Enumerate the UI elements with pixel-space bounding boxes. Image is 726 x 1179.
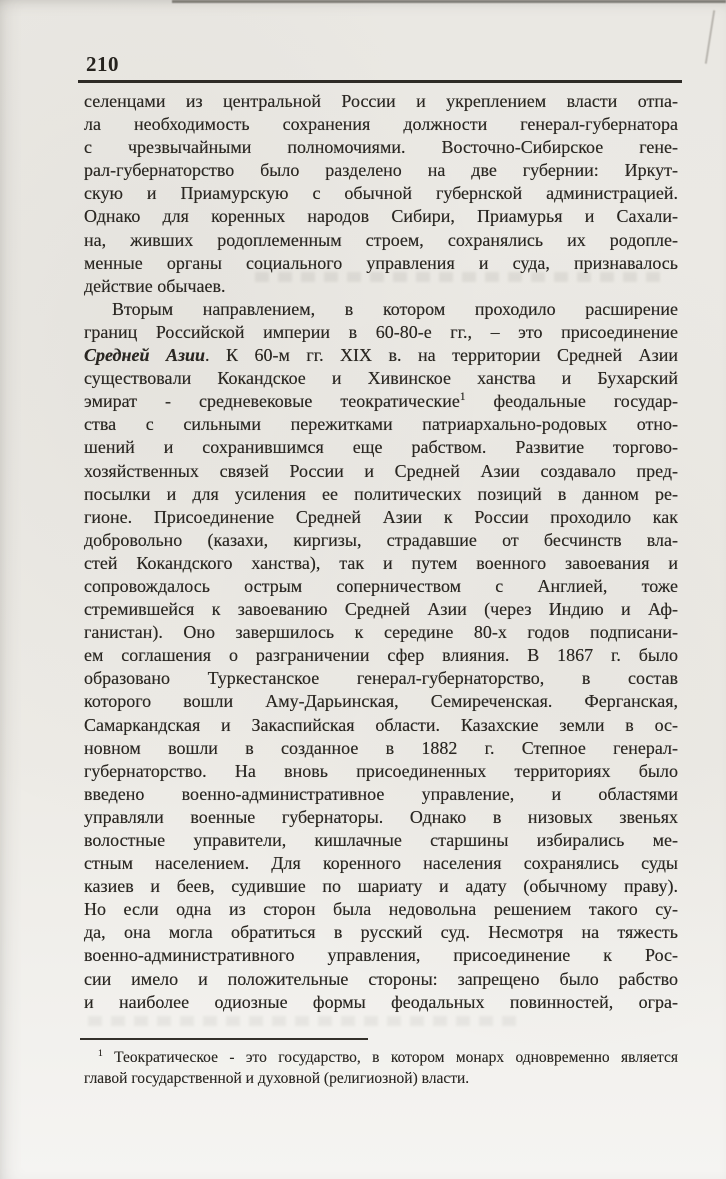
page-body-text [84,90,678,1014]
text-line [84,806,678,829]
text-line [84,136,678,159]
text-line [84,252,678,275]
text-line [84,644,678,667]
text-line [84,436,678,459]
text-segment: границ Российской империи в 60-80-е гг., – это присоединение [84,321,678,342]
text-line [84,552,678,575]
text-line [84,344,678,367]
text-line [84,298,678,321]
text-line [84,575,678,598]
text-line [84,159,678,182]
text-segment: посылки и для усиления ее политических позиций в данном ре- [84,483,678,504]
text-segment: хозяйственных связей России и Средней Азии создавало пред- [84,460,678,481]
paragraph [84,90,678,298]
text-line [84,829,678,852]
text-line [84,275,678,298]
text-line [84,229,678,252]
text-segment: . К 60-м гг. XIX в. на территории Средней Азии [205,345,678,366]
text-segment: феодальные государ- [465,391,678,412]
text-line [84,413,678,436]
text-segment: управляли военные губернаторы. Однако в низовых звеньях [84,806,678,827]
footnote-marker: 1 [459,391,466,404]
text-segment: губернаторство. На вновь присоединенных территориях было [84,760,678,781]
text-segment: ства с сильными пережитками патриархально-родовых отно- [84,414,678,435]
text-segment: скую и Приамурскую с обычной губернской администрацией. [84,183,678,204]
text-segment: эмират - средневековые теократические [84,391,460,412]
text-line [84,921,678,944]
text-segment: военно-административного управления, присоединение к Рос- [84,945,678,966]
text-segment: Однако для коренных народов Сибири, Приамурья и Сахали- [84,206,678,227]
text-line [84,714,678,737]
text-line [84,506,678,529]
text-segment: менные органы социального управления и суда, признавалось [84,252,678,273]
paragraph [84,298,678,1014]
text-line [84,460,678,483]
text-segment: новном вошли в созданное в 1882 г. Степное генерал- [84,737,678,758]
text-segment: да, она могла обратиться в русский суд. Несмотря на тяжесть [84,922,678,943]
page-number: 210 [86,52,119,76]
text-segment: стремившейся к завоеванию Средней Азии (через Индию и Аф- [84,599,678,620]
text-segment: существовали Кокандское и Хивинское ханства и Бухарский [84,368,678,389]
text-line [84,944,678,967]
text-line [84,529,678,552]
text-line [84,760,678,783]
text-segment: сопровождалось острым соперничеством с Англией, тоже [84,575,678,596]
text-line [84,667,678,690]
text-segment: ла необходимость сохранения должности генерал-губернатора [84,114,678,135]
text-line [84,852,678,875]
text-segment: гионе. Присоединение Средней Азии к России проходило как [84,506,678,527]
text-line [84,113,678,136]
text-line [84,598,678,621]
text-segment: которого вошли Аму-Дарьинская, Семиреченская. Ферганская, [84,691,678,712]
text-segment: ганистан). Оно завершилось к середине 80-х годов подписани- [84,622,678,643]
text-segment: Вторым направлением, в котором проходило расширение [112,298,678,319]
text-line [84,991,678,1014]
scan-edge-artifact-top [172,0,726,3]
scan-scratch-artifact [705,10,715,64]
footnote-rule [80,1038,368,1040]
text-segment: Теократическое - это государство, в котором монарх одновременно является [102,1049,678,1066]
text-segment: введено военно-административное управление, и областями [84,783,678,804]
text-segment: стей Кокандского ханства), так и путем военного завоевания и [84,552,678,573]
text-line [84,621,678,644]
text-line [84,690,678,713]
text-segment: главой государственной и духовной (религиозной) власти. [84,1069,470,1087]
text-line [84,367,678,390]
text-segment: Самаркандская и Закаспийская области. Казахские земли в ос- [84,714,678,735]
footnote [84,1048,678,1090]
text-line [84,737,678,760]
text-line [84,968,678,991]
text-line [84,875,678,898]
text-segment: сии имело и положительные стороны: запрещено было рабство [84,968,678,989]
text-segment: действие обычаев. [84,275,226,296]
text-line [84,182,678,205]
text-segment: Но если одна из сторон была недовольна решением такого су- [84,899,678,920]
text-segment: добровольно (казахи, киргизы, страдавшие от бесчинств вла- [84,529,678,550]
text-line [84,90,678,113]
text-segment: образовано Туркестанское генерал-губернаторство, в состав [84,668,678,689]
text-line [84,483,678,506]
footnote-marker: 1 [98,1047,103,1059]
text-segment: волостные управители, кишлачные старшины избирались ме- [84,830,678,850]
text-segment: ем соглашения о разграничении сфер влияния. В 1867 г. было [84,645,678,666]
text-line [84,898,678,921]
text-line [84,1048,678,1069]
text-segment: и наиболее одиозные формы феодальных повинностей, огра- [84,991,678,1012]
emphasized-text: Средней Азии [84,345,205,366]
text-segment: селенцами из центральной России и укреплением власти отпа- [84,91,678,111]
text-line [84,783,678,806]
text-segment: с чрезвычайными полномочиями. Восточно-Сибирское гене- [84,137,678,158]
text-line [84,205,678,228]
text-segment: на, живших родоплеменным строем, сохранялись их родопле- [84,229,678,250]
text-segment: казиев и беев, судившие по шариату и адату (обычному праву). [84,876,678,897]
text-segment: шений и сохранившимся еще рабством. Развитие торгово- [84,437,678,458]
text-line [84,390,678,413]
text-segment: рал-губернаторство было разделено на две губернии: Иркут- [84,160,678,181]
text-segment: стным населением. Для коренного населения сохранялись суды [84,853,678,874]
header-rule [78,80,682,83]
text-line [84,321,678,344]
bleed-through-artifact [88,1016,518,1026]
text-line [84,1069,678,1090]
